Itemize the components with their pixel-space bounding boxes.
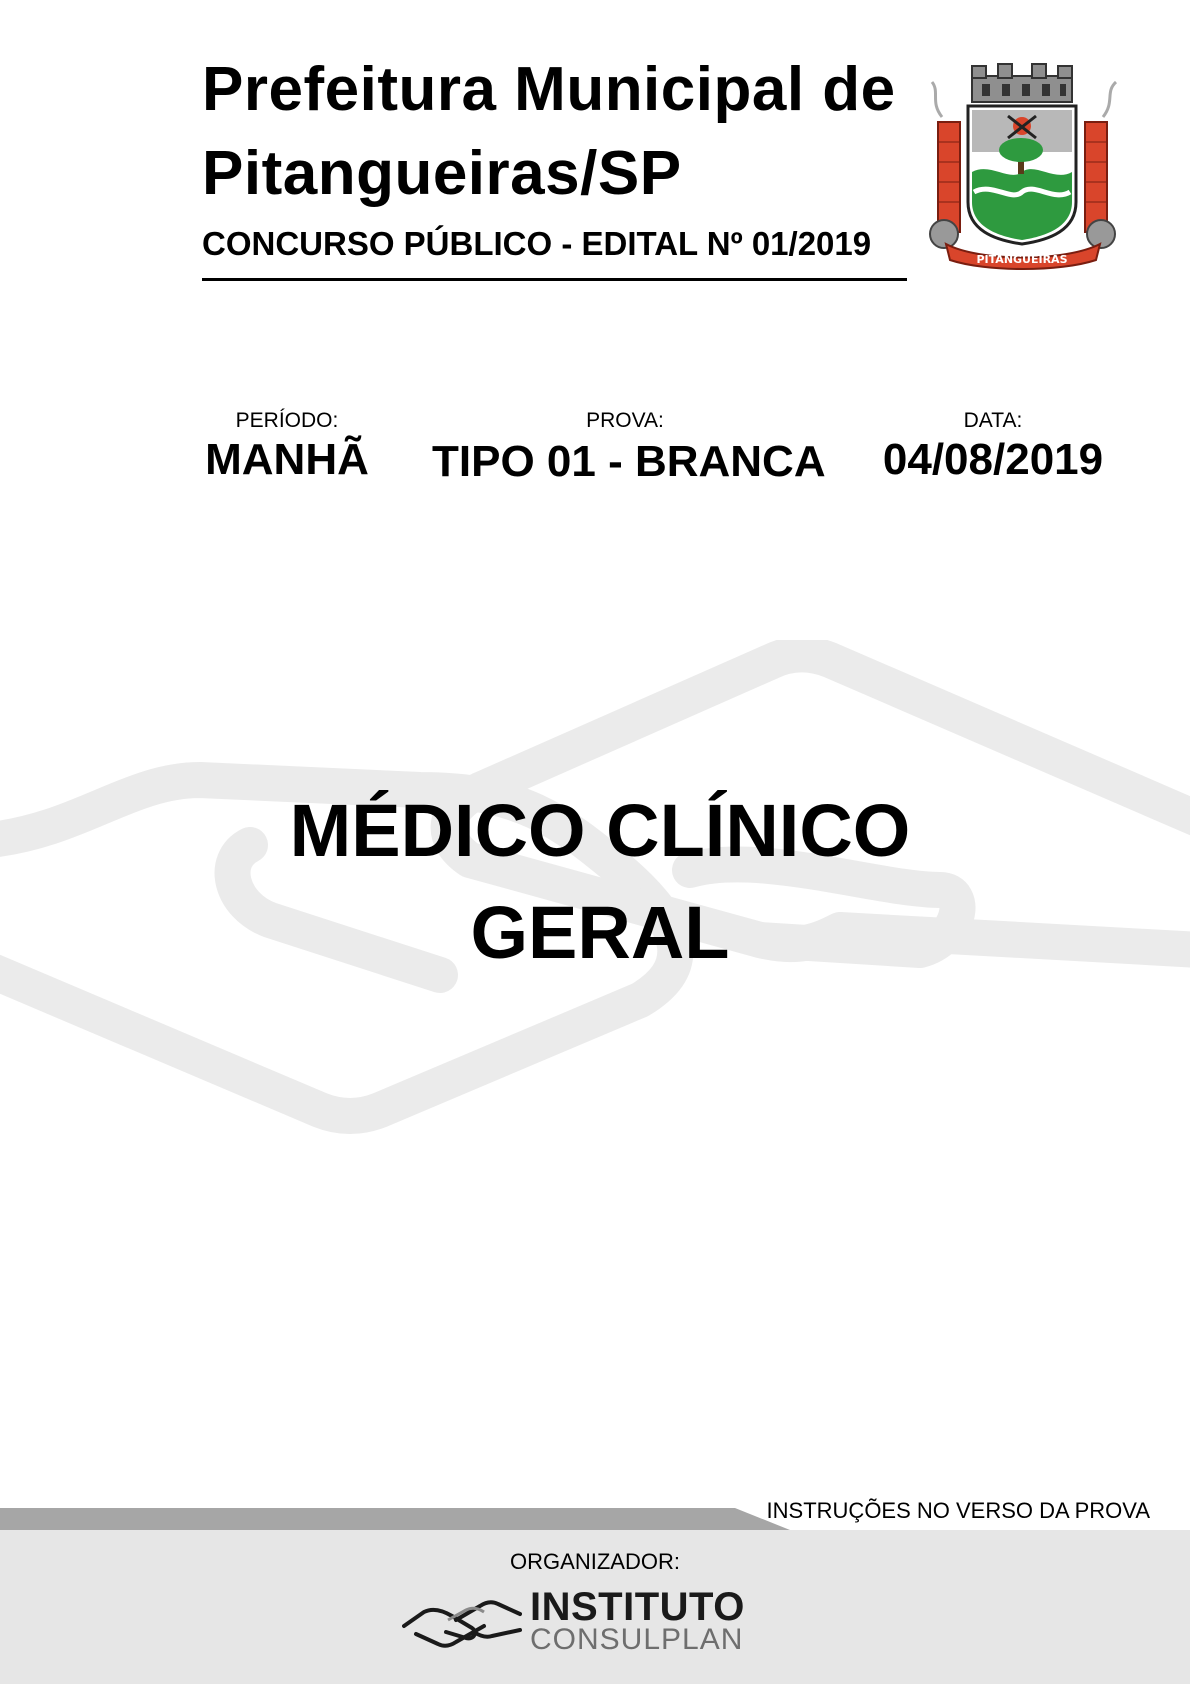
city-coat-of-arms-icon bbox=[920, 62, 1125, 272]
prefeitura-title-line1: Prefeitura Municipal de bbox=[202, 55, 896, 124]
organizer-name-instituto: INSTITUTO bbox=[530, 1585, 745, 1629]
organizer-logo bbox=[402, 1585, 745, 1666]
footer-stripe bbox=[0, 1508, 800, 1530]
cargo-title-line1: MÉDICO CLÍNICO bbox=[289, 789, 911, 872]
footer-band bbox=[0, 1530, 1190, 1684]
emblem-inscription: PITANGUEIRAS bbox=[976, 253, 1068, 266]
prova-field bbox=[432, 408, 826, 488]
handshake-icon bbox=[402, 1596, 522, 1652]
organizer-name-consulplan: CONSULPLAN bbox=[530, 1623, 744, 1656]
cargo-title-line2: GERAL bbox=[470, 891, 730, 974]
data-value: 04/08/2019 bbox=[882, 435, 1104, 484]
edital-subtitle: CONCURSO PÚBLICO - EDITAL Nº 01/2019 bbox=[202, 222, 907, 281]
instructions-note: INSTRUÇÕES NO VERSO DA PROVA bbox=[766, 1498, 1150, 1523]
document-header bbox=[202, 48, 907, 281]
organizer-label: ORGANIZADOR: bbox=[510, 1549, 680, 1574]
prova-label: PROVA: bbox=[586, 409, 664, 432]
periodo-field bbox=[202, 408, 372, 486]
prova-value: TIPO 01 - BRANCA bbox=[432, 437, 826, 486]
periodo-value: MANHÃ bbox=[205, 435, 369, 484]
data-label: DATA: bbox=[963, 409, 1023, 432]
data-field bbox=[866, 408, 1120, 486]
prefeitura-title-line2: Pitangueiras/SP bbox=[202, 139, 682, 208]
periodo-label: PERÍODO: bbox=[235, 409, 339, 432]
cargo-title bbox=[0, 780, 1190, 984]
